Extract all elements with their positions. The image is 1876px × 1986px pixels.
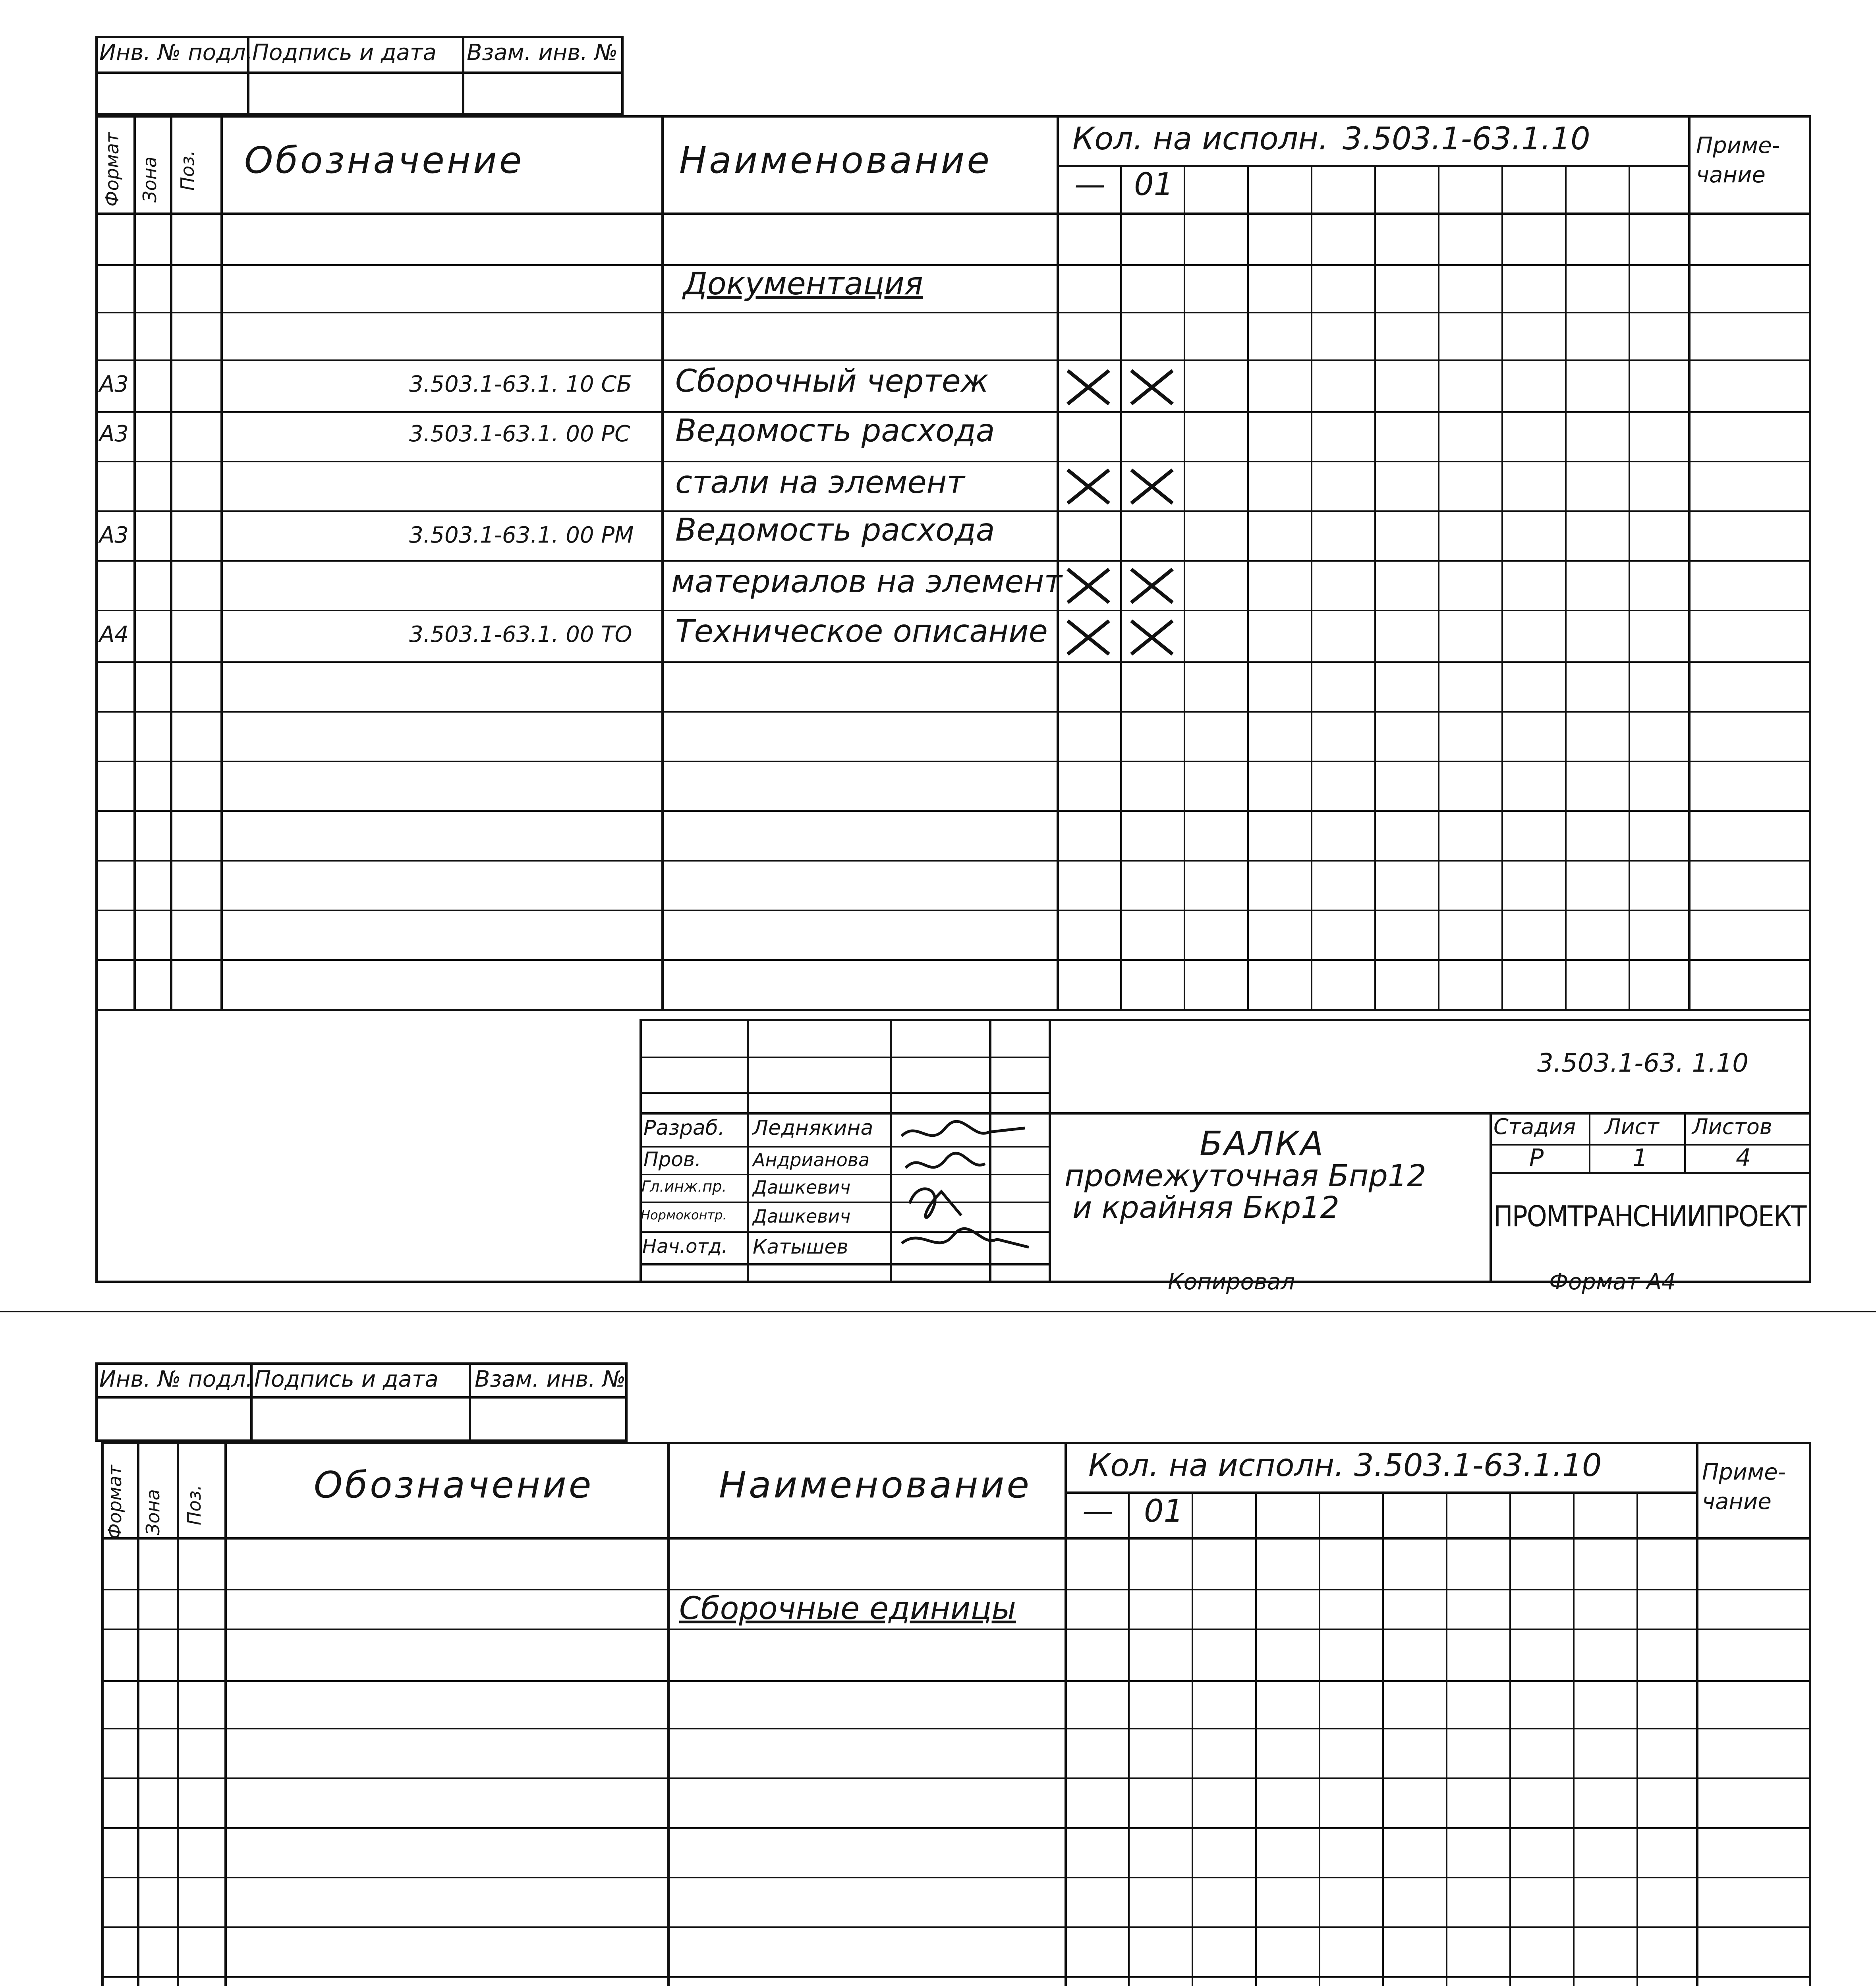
- row-format: А3: [99, 371, 129, 397]
- stage-value: Р: [1529, 1144, 1544, 1172]
- hdr-exec-01: 01: [1144, 1493, 1184, 1529]
- hdr-exec-dash: —: [1074, 167, 1105, 203]
- row-designation: 3.503.1-63.1. 00 ТО: [409, 622, 632, 647]
- hdr-format: Формат: [104, 1465, 126, 1539]
- hdr-designation: Обозначение: [244, 139, 524, 182]
- sheet-label: Лист: [1605, 1114, 1659, 1139]
- cross-mark-icon: [1128, 618, 1176, 657]
- row-name: материалов на элемент: [671, 564, 1062, 600]
- cross-mark-icon: [1128, 367, 1176, 407]
- format-label: Формат А4: [1549, 1269, 1676, 1295]
- cross-mark-icon: [1128, 467, 1176, 506]
- role-label: Разраб.: [643, 1116, 725, 1140]
- hdr-exec-01: 01: [1134, 167, 1174, 203]
- stamp-sign-label: Подпись и дата: [252, 40, 437, 66]
- sheets-label: Листов: [1692, 1114, 1772, 1139]
- cross-mark-icon: [1065, 367, 1112, 407]
- row-name: Ведомость расхода: [675, 413, 995, 449]
- row-name: Техническое описание: [675, 614, 1048, 649]
- row-format: А4: [99, 622, 129, 647]
- row-format: А3: [99, 522, 129, 548]
- hdr-pos: Поз.: [177, 150, 198, 191]
- role-person: Катышев: [753, 1235, 848, 1258]
- hdr-designation: Обозначение: [314, 1464, 594, 1506]
- cross-mark-icon: [1065, 566, 1112, 606]
- sheet-2-frame: [101, 1442, 1811, 1986]
- row-format: А3: [99, 421, 129, 447]
- title-doc-code: 3.503.1-63. 1.10: [1537, 1049, 1748, 1078]
- role-person: Андрианова: [753, 1149, 870, 1171]
- product-line-2: промежуточная Бпр12: [1065, 1158, 1426, 1193]
- row-designation: 3.503.1-63.1. 00 РС: [409, 421, 630, 447]
- hdr-qty-label: Кол. на исполн.: [1072, 121, 1329, 157]
- product-line-1: БАЛКА: [1200, 1124, 1325, 1163]
- role-label: Нормоконтр.: [641, 1207, 727, 1223]
- hdr-note: Приме- чание: [1702, 1459, 1786, 1515]
- signature-icon: [894, 1112, 1037, 1263]
- stamp-inv-label: Инв. № подл.: [99, 40, 253, 66]
- role-label: Гл.инж.пр.: [641, 1178, 727, 1195]
- stamp-replace-label: Взам. инв. №: [467, 40, 618, 66]
- hdr-name: Наименование: [719, 1464, 1032, 1506]
- role-person: Дашкевич: [753, 1206, 851, 1227]
- cross-mark-icon: [1065, 618, 1112, 657]
- hdr-zone: Зона: [139, 156, 160, 203]
- row-designation: 3.503.1-63.1. 00 РМ: [409, 522, 634, 548]
- role-label: Пров.: [643, 1148, 701, 1171]
- hdr-format: Формат: [101, 132, 123, 207]
- org-name: ПРОМТРАНСНИИПРОЕКТ: [1493, 1200, 1806, 1233]
- role-label: Нач.отд.: [642, 1235, 728, 1258]
- hdr-qty-doc: 3.503.1-63.1.10: [1343, 121, 1590, 157]
- copied-label: Копировал: [1168, 1269, 1295, 1295]
- section-title-assemblies: Сборочные единицы: [679, 1591, 1016, 1627]
- stamp-replace-label: Взам. инв. №: [475, 1366, 626, 1392]
- hdr-exec-dash: —: [1082, 1493, 1113, 1529]
- sheets-value: 4: [1736, 1144, 1751, 1172]
- hdr-qty-label: Кол. на исполн. 3.503.1-63.1.10: [1088, 1448, 1602, 1484]
- hdr-note: Приме- чание: [1696, 133, 1780, 188]
- row-name: стали на элемент: [675, 465, 965, 500]
- row-name: Ведомость расхода: [675, 512, 995, 548]
- role-person: Леднякина: [753, 1116, 873, 1140]
- product-line-3: и крайняя Бкр12: [1072, 1190, 1339, 1225]
- section-title-docs: Документация: [683, 266, 923, 302]
- row-name: Сборочный чертеж: [675, 363, 989, 399]
- cross-mark-icon: [1065, 467, 1112, 506]
- hdr-name: Наименование: [679, 139, 992, 182]
- stamp-sign-label: Подпись и дата: [254, 1366, 439, 1392]
- sheet-value: 1: [1633, 1144, 1648, 1172]
- cross-mark-icon: [1128, 566, 1176, 606]
- sheet-2: [0, 1311, 1876, 1986]
- role-person: Дашкевич: [753, 1177, 851, 1198]
- hdr-pos: Поз.: [184, 1485, 205, 1525]
- row-designation: 3.503.1-63.1. 10 СБ: [409, 371, 632, 397]
- stamp-inv-label: Инв. № подл.: [99, 1366, 253, 1392]
- stage-label: Стадия: [1493, 1114, 1576, 1139]
- hdr-zone: Зона: [142, 1489, 164, 1535]
